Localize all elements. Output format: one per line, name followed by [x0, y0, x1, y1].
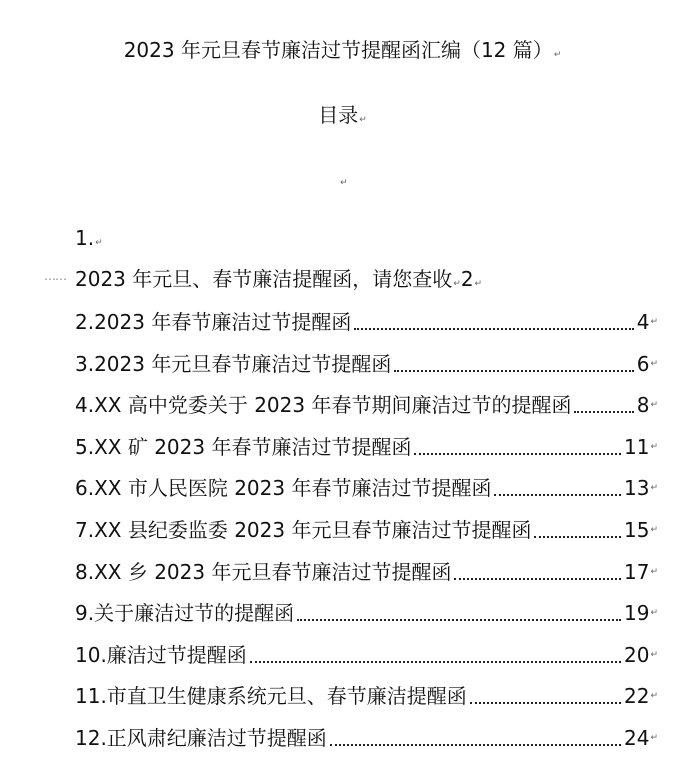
- dot-leader: [250, 661, 621, 663]
- toc-entry-label: 10.廉洁过节提醒函: [75, 643, 247, 667]
- toc-heading-text: 目录: [318, 103, 359, 127]
- toc-entry-page: 2: [460, 267, 474, 291]
- dot-leader: [414, 453, 621, 455]
- dot-leader: [394, 370, 633, 372]
- toc-entry-label: 2023 年元旦、春节廉洁提醒函，请您查收: [75, 267, 453, 291]
- toc-entry-label: 8.XX 乡 2023 年元旦春节廉洁过节提醒函: [75, 560, 452, 584]
- tab-mark-icon: ↵: [453, 279, 461, 289]
- dot-leader: [354, 328, 633, 330]
- toc-entry-page: 8: [636, 393, 650, 417]
- dot-leader: [534, 536, 621, 538]
- empty-paragraph-mark-icon: ↵: [340, 178, 348, 188]
- document-title: [0, 37, 685, 68]
- toc-entry-label: 6.XX 市人民医院 2023 年春节廉洁过节提醒函: [75, 476, 492, 500]
- paragraph-mark-icon: ↵: [650, 567, 658, 577]
- toc-entry-label: 4.XX 高中党委关于 2023 年春节期间廉洁过节的提醒函: [75, 393, 572, 417]
- toc-entry-page: 22: [624, 684, 650, 708]
- toc-entry-7[interactable]: [75, 516, 658, 544]
- toc-entry-page: 17: [624, 560, 650, 584]
- toc-entry-1-number-line[interactable]: [75, 224, 103, 252]
- paragraph-mark-icon: ↵: [650, 442, 658, 452]
- paragraph-mark-icon: ↵: [650, 608, 658, 618]
- paragraph-mark-icon: ↵: [650, 483, 658, 493]
- toc-entry-page: 20: [624, 643, 650, 667]
- toc-entry-page: 15: [624, 518, 650, 542]
- toc-entry-page: 6: [636, 352, 650, 376]
- toc-entry-6[interactable]: [75, 474, 658, 502]
- dot-leader: [574, 411, 633, 413]
- dot-leader: [470, 702, 621, 704]
- toc-entry-page: 11: [624, 435, 650, 459]
- toc-entry-label: 9.关于廉洁过节的提醒函: [75, 601, 295, 625]
- toc-entry-2[interactable]: [75, 308, 658, 336]
- dot-leader: [454, 578, 621, 580]
- toc-entry-8[interactable]: [75, 558, 658, 586]
- toc-entry-12[interactable]: [75, 724, 658, 752]
- toc-entry-label: 5.XX 矿 2023 年春节廉洁过节提醒函: [75, 435, 412, 459]
- paragraph-mark-icon: ↵: [553, 50, 562, 60]
- dot-leader: [330, 744, 621, 746]
- toc-entry-3[interactable]: [75, 350, 658, 378]
- toc-entry-5[interactable]: [75, 433, 658, 461]
- dot-leader: [297, 619, 621, 621]
- paragraph-mark-icon: ↵: [650, 691, 658, 701]
- paragraph-mark-icon: ↵: [650, 359, 658, 369]
- toc-entry-page: 19: [624, 601, 650, 625]
- toc-entry-10[interactable]: [75, 641, 658, 669]
- paragraph-mark-icon: ↵: [650, 650, 658, 660]
- toc-entry-number: 1.: [75, 226, 95, 250]
- paragraph-mark-icon: ↵: [474, 279, 483, 289]
- paragraph-mark-icon: ↵: [650, 400, 658, 410]
- toc-heading: [0, 102, 685, 133]
- dot-leader: [494, 494, 621, 496]
- toc-entry-label: 2.2023 年春节廉洁过节提醒函: [75, 310, 352, 334]
- paragraph-mark-icon: ↵: [359, 115, 367, 125]
- toc-entry-label: 3.2023 年元旦春节廉洁过节提醒函: [75, 352, 392, 376]
- toc-entry-page: 24: [624, 726, 650, 750]
- toc-entry-page: 13: [624, 476, 650, 500]
- toc-entry-9[interactable]: [75, 599, 658, 627]
- toc-entry-label: 12.正风肃纪廉洁过节提醒函: [75, 726, 327, 750]
- toc-entry-1[interactable]: [75, 265, 482, 293]
- document-title-text: 2023 年元旦春节廉洁过节提醒函汇编（12 篇）: [123, 38, 553, 62]
- toc-entry-4[interactable]: [75, 391, 658, 419]
- toc-entry-label: 7.XX 县纪委监委 2023 年元旦春节廉洁过节提醒函: [75, 518, 532, 542]
- drag-handle-icon[interactable]: ⋯⋯: [44, 272, 66, 286]
- toc-entry-page: 4: [636, 310, 650, 334]
- paragraph-mark-icon: ↵: [650, 525, 658, 535]
- paragraph-mark-icon: ↵: [95, 238, 103, 248]
- toc-entry-label: 11.市直卫生健康系统元旦、春节廉洁提醒函: [75, 684, 467, 708]
- paragraph-mark-icon: ↵: [650, 733, 658, 743]
- paragraph-mark-icon: ↵: [650, 317, 658, 327]
- toc-entry-11[interactable]: [75, 682, 658, 710]
